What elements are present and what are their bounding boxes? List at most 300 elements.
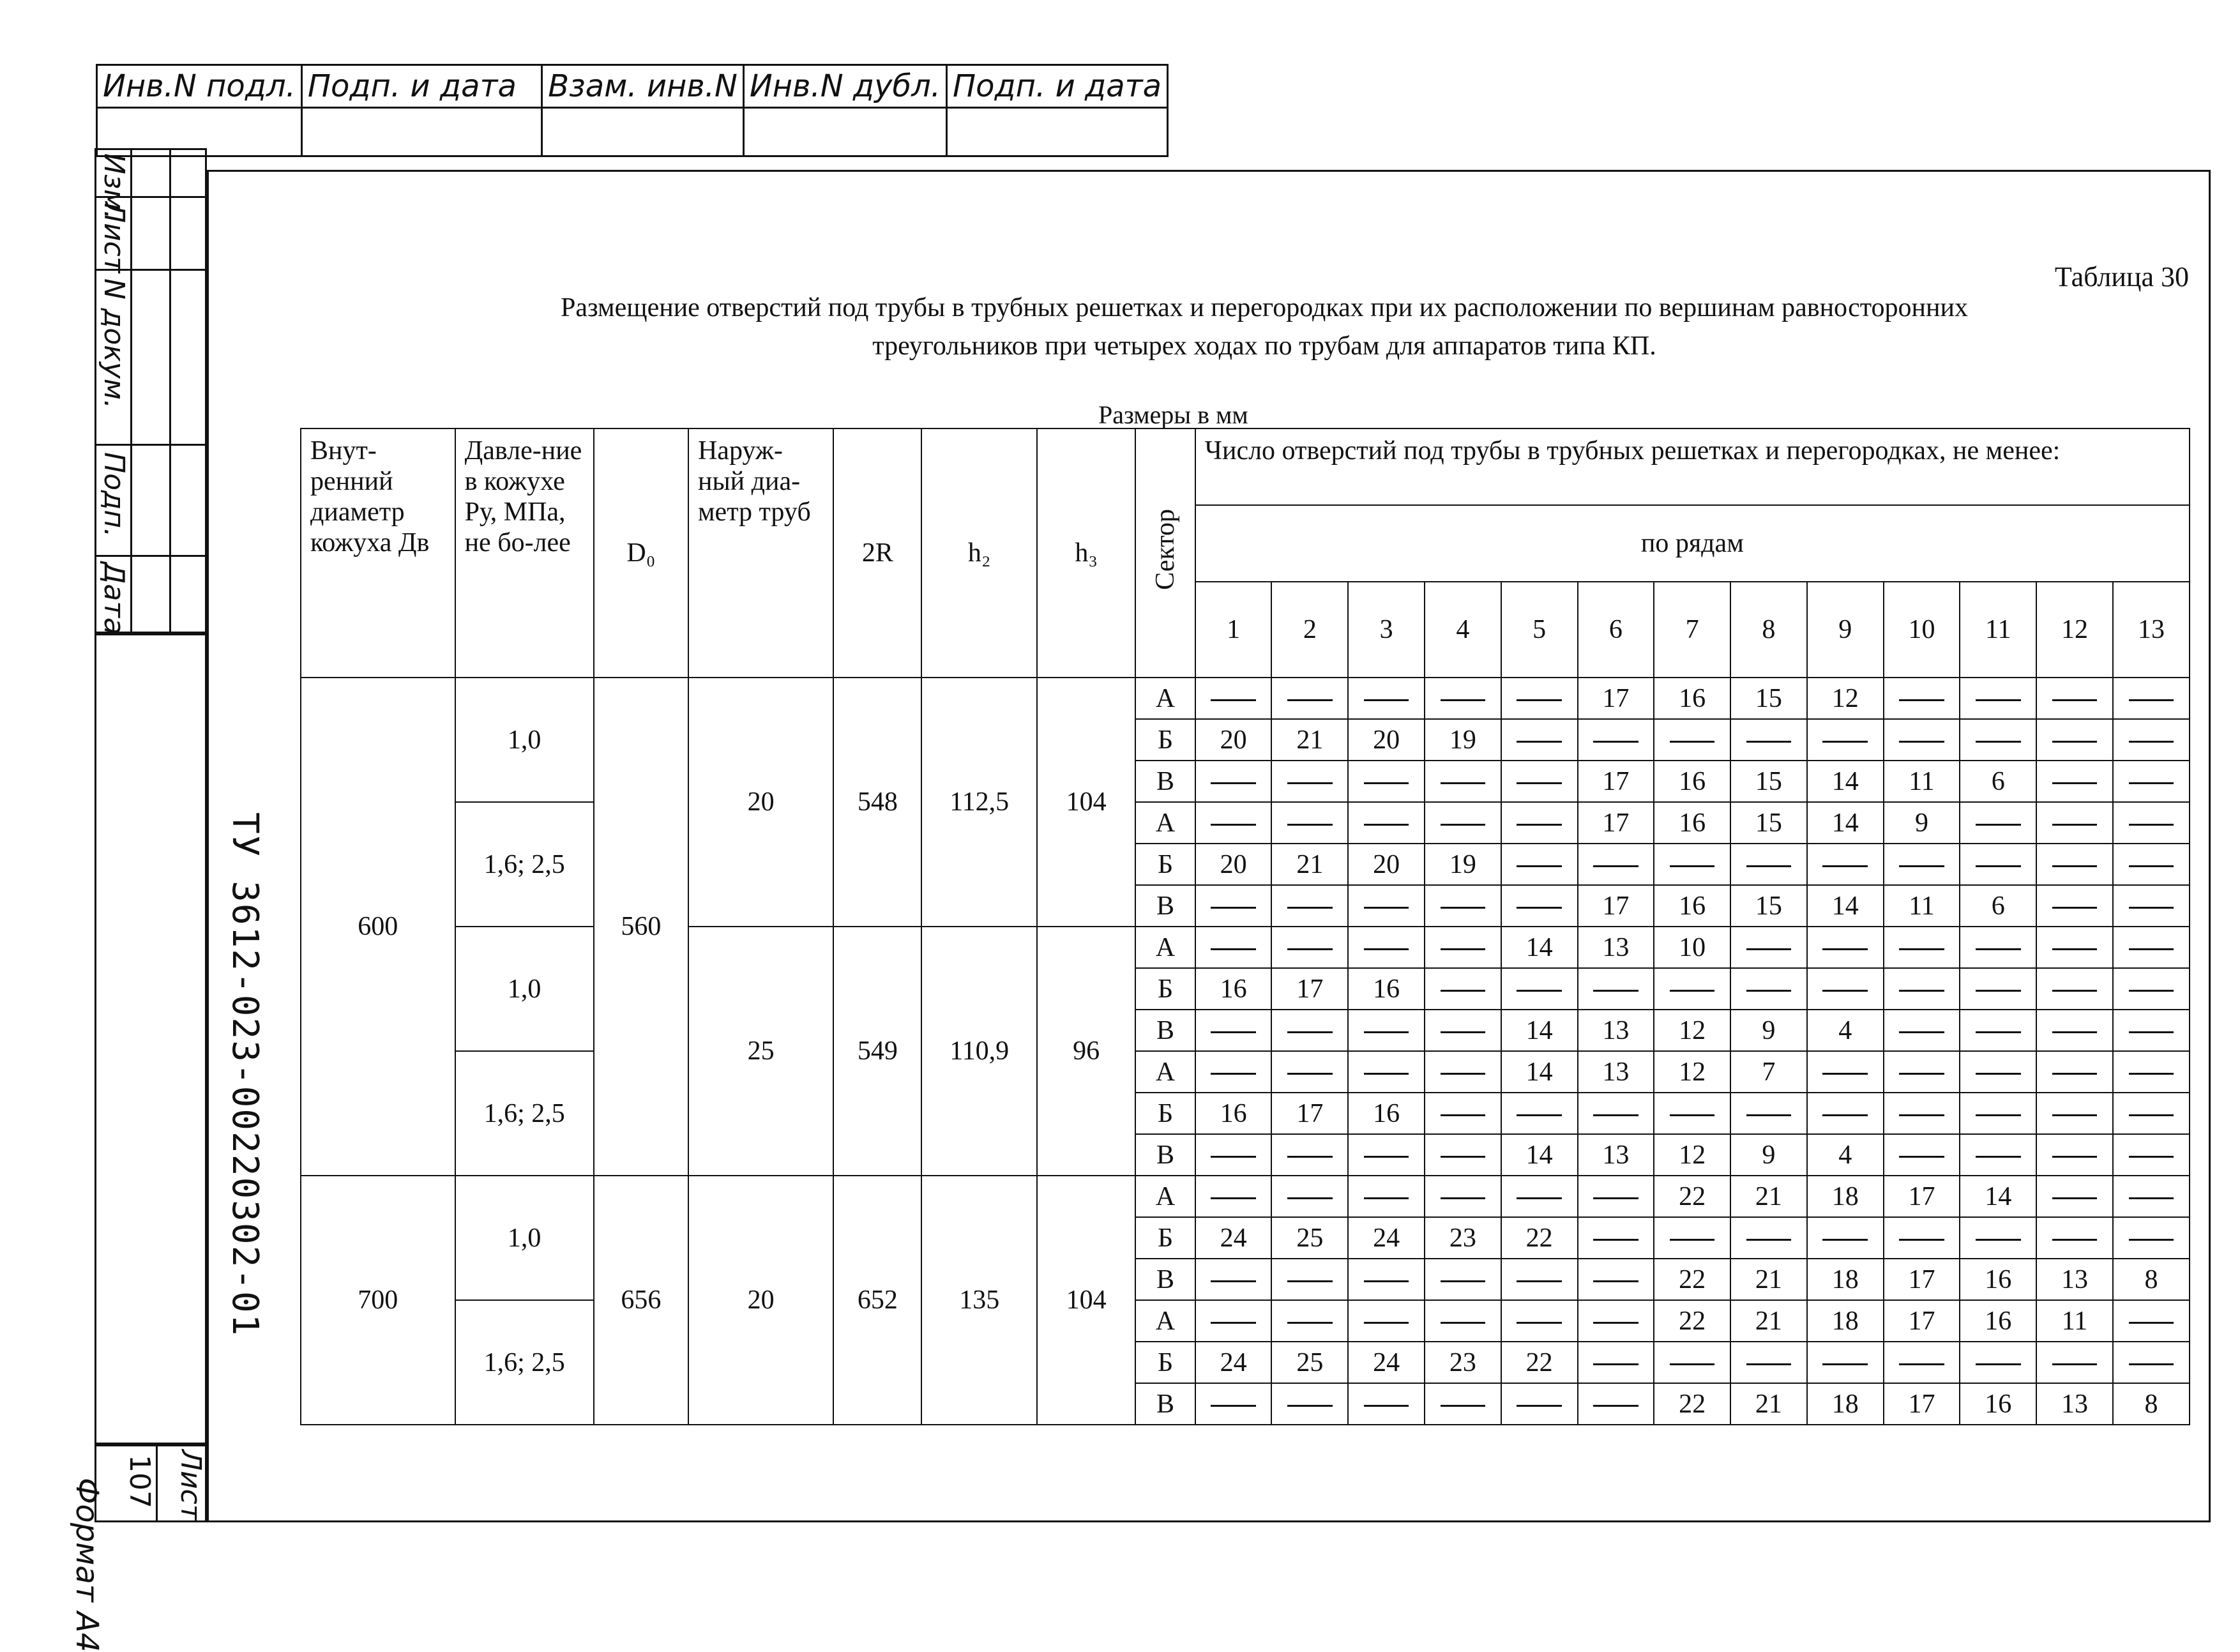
hole-count-cell: 23 bbox=[1425, 1342, 1501, 1383]
dash-mark bbox=[1670, 741, 1715, 743]
hole-count-cell bbox=[1348, 1176, 1425, 1217]
hole-count-cell: 10 bbox=[1654, 927, 1730, 968]
dash-mark bbox=[1287, 907, 1333, 909]
hole-count-cell: 13 bbox=[1578, 927, 1654, 968]
header-inner-diameter: Внут-ренний диаметр кожуха Дв bbox=[301, 428, 455, 678]
dash-mark bbox=[1822, 1114, 1868, 1116]
header-pressure: Давле-ние в кожухе Ру, МПа, не бо-лее bbox=[455, 428, 594, 678]
sector-cell: А bbox=[1135, 927, 1195, 968]
dash-mark bbox=[1593, 1280, 1638, 1282]
dash-mark bbox=[2129, 990, 2174, 992]
dash-mark bbox=[1364, 824, 1409, 826]
dash-mark bbox=[1976, 1156, 2021, 1158]
hole-count-cell bbox=[2113, 1217, 2190, 1259]
hole-count-cell bbox=[2113, 1051, 2190, 1093]
title-line: Размещение отверстий под трубы в трубных решетках и перегородках при их расположении по вершинам равносторонних bbox=[561, 293, 1968, 322]
hole-count-cell bbox=[1807, 1051, 1884, 1093]
dash-mark bbox=[1441, 1031, 1486, 1033]
dash-mark bbox=[1899, 741, 1944, 743]
hole-count-cell bbox=[1807, 1093, 1884, 1134]
hole-count-cell: 24 bbox=[1348, 1342, 1425, 1383]
hole-count-cell bbox=[1578, 968, 1654, 1010]
hole-count-cell: 18 bbox=[1807, 1176, 1884, 1217]
hole-count-cell: 22 bbox=[1501, 1217, 1578, 1259]
hole-count-cell: 17 bbox=[1884, 1300, 1960, 1342]
dash-mark bbox=[1517, 741, 1562, 743]
row-number-header: 3 bbox=[1348, 582, 1425, 678]
hole-count-cell: 16 bbox=[1195, 968, 1272, 1010]
title-block-stamp bbox=[96, 64, 1169, 157]
hole-count-cell bbox=[1195, 678, 1272, 719]
dash-mark bbox=[1670, 1239, 1715, 1241]
hole-count-cell bbox=[1271, 1300, 1348, 1342]
dash-mark bbox=[1593, 741, 1638, 743]
two-r-cell: 548 bbox=[833, 678, 921, 927]
dash-mark bbox=[1593, 1363, 1638, 1365]
sector-cell: Б bbox=[1135, 719, 1195, 761]
hole-count-cell bbox=[2113, 1010, 2190, 1051]
dash-mark bbox=[2129, 1156, 2174, 1158]
d0-cell: 560 bbox=[594, 678, 688, 1176]
hole-count-cell: 17 bbox=[1578, 802, 1654, 844]
sector-cell: А bbox=[1135, 802, 1195, 844]
revision-label: Изм. bbox=[98, 153, 130, 220]
dash-mark bbox=[1517, 1114, 1562, 1116]
stamp-label: Взам. инв.N bbox=[542, 65, 744, 108]
hole-count-cell bbox=[1425, 1093, 1501, 1134]
two-r-cell: 549 bbox=[833, 927, 921, 1176]
dash-mark bbox=[1517, 824, 1562, 826]
dash-mark bbox=[1364, 782, 1409, 784]
hole-count-cell bbox=[1960, 1093, 2036, 1134]
dash-mark bbox=[1899, 1156, 1944, 1158]
hole-count-cell: 15 bbox=[1730, 802, 1807, 844]
table-row bbox=[301, 1176, 2190, 1217]
hole-count-cell: 16 bbox=[1654, 761, 1730, 802]
hole-count-cell bbox=[1730, 927, 1807, 968]
hole-count-cell bbox=[1348, 1010, 1425, 1051]
hole-count-cell bbox=[1501, 802, 1578, 844]
row-number-header: 13 bbox=[2113, 582, 2190, 678]
hole-count-cell: 20 bbox=[1195, 844, 1272, 885]
hole-count-cell: 17 bbox=[1884, 1176, 1960, 1217]
dash-mark bbox=[1287, 1156, 1333, 1158]
dash-mark bbox=[1287, 782, 1333, 784]
hole-count-cell: 21 bbox=[1730, 1259, 1807, 1300]
dash-mark bbox=[1593, 1197, 1638, 1199]
hole-count-cell bbox=[2036, 761, 2113, 802]
hole-count-cell bbox=[1884, 1342, 1960, 1383]
pressure-cell: 1,0 bbox=[455, 927, 594, 1051]
row-number-header: 5 bbox=[1501, 582, 1578, 678]
hole-count-cell: 4 bbox=[1807, 1134, 1884, 1176]
dash-mark bbox=[2129, 865, 2174, 867]
hole-count-cell: 11 bbox=[1884, 761, 1960, 802]
hole-count-cell: 17 bbox=[1884, 1383, 1960, 1425]
dash-mark bbox=[1746, 1239, 1792, 1241]
hole-count-cell bbox=[2036, 1134, 2113, 1176]
hole-count-cell bbox=[1425, 1259, 1501, 1300]
hole-count-cell bbox=[1271, 1051, 1348, 1093]
hole-count-cell bbox=[2113, 1134, 2190, 1176]
hole-count-cell bbox=[2113, 927, 2190, 968]
dash-mark bbox=[1593, 990, 1638, 992]
hole-count-cell: 16 bbox=[1348, 1093, 1425, 1134]
hole-count-cell bbox=[2036, 719, 2113, 761]
hole-count-cell bbox=[1578, 1342, 1654, 1383]
hole-count-cell bbox=[1271, 678, 1348, 719]
dash-mark bbox=[1899, 1363, 1944, 1365]
sector-cell: В bbox=[1135, 1259, 1195, 1300]
hole-count-cell bbox=[2113, 1342, 2190, 1383]
dash-mark bbox=[1976, 948, 2021, 950]
d0-cell: 656 bbox=[594, 1176, 688, 1425]
sector-label: Сектор bbox=[1151, 509, 1180, 590]
dash-mark bbox=[1670, 865, 1715, 867]
dash-mark bbox=[2052, 782, 2098, 784]
dash-mark bbox=[1976, 990, 2021, 992]
dash-mark bbox=[1899, 865, 1944, 867]
hole-count-cell bbox=[1425, 1134, 1501, 1176]
dash-mark bbox=[1211, 1031, 1256, 1033]
pressure-cell: 1,0 bbox=[455, 678, 594, 802]
hole-count-cell bbox=[1501, 761, 1578, 802]
sector-cell: А bbox=[1135, 1051, 1195, 1093]
dash-mark bbox=[1287, 1280, 1333, 1282]
sheet-label: Лист bbox=[174, 1450, 207, 1521]
hole-count-cell: 24 bbox=[1195, 1342, 1272, 1383]
hole-count-cell bbox=[1501, 885, 1578, 927]
dash-mark bbox=[1211, 1197, 1256, 1199]
document-code: ТУ 3612-023-00220302-01 bbox=[224, 812, 266, 1337]
dash-mark bbox=[1364, 699, 1409, 701]
hole-count-cell: 22 bbox=[1654, 1259, 1730, 1300]
hole-count-cell bbox=[1501, 1300, 1578, 1342]
dash-mark bbox=[1670, 1114, 1715, 1116]
row-number-header: 10 bbox=[1884, 582, 1960, 678]
sector-cell: Б bbox=[1135, 1093, 1195, 1134]
hole-count-cell bbox=[1807, 1342, 1884, 1383]
hole-count-cell bbox=[1425, 1300, 1501, 1342]
stamp-cell bbox=[947, 108, 1168, 156]
hole-count-cell bbox=[1578, 1383, 1654, 1425]
row-number-header: 9 bbox=[1807, 582, 1884, 678]
hole-count-cell bbox=[1578, 1176, 1654, 1217]
hole-count-cell bbox=[1348, 927, 1425, 968]
hole-count-cell bbox=[1654, 968, 1730, 1010]
hole-count-cell bbox=[1348, 678, 1425, 719]
hole-count-cell: 17 bbox=[1578, 761, 1654, 802]
hole-count-cell bbox=[2113, 802, 2190, 844]
dash-mark bbox=[2129, 1322, 2174, 1324]
hole-count-cell: 12 bbox=[1807, 678, 1884, 719]
hole-count-cell bbox=[1884, 1010, 1960, 1051]
hole-count-cell bbox=[1807, 844, 1884, 885]
revision-label: N докум. bbox=[98, 278, 130, 409]
dash-mark bbox=[1441, 1405, 1486, 1407]
hole-count-cell bbox=[1960, 719, 2036, 761]
hole-count-cell bbox=[1425, 802, 1501, 844]
table-row bbox=[301, 927, 2190, 968]
hole-count-cell bbox=[1960, 927, 2036, 968]
dash-mark bbox=[2129, 1031, 2174, 1033]
hole-count-cell: 12 bbox=[1654, 1051, 1730, 1093]
hole-count-cell bbox=[1884, 1217, 1960, 1259]
dash-mark bbox=[1517, 699, 1562, 701]
hole-count-cell bbox=[1960, 1134, 2036, 1176]
hole-count-cell bbox=[2113, 885, 2190, 927]
dash-mark bbox=[1441, 1197, 1486, 1199]
dash-mark bbox=[1211, 1156, 1256, 1158]
dash-mark bbox=[1822, 1239, 1868, 1241]
dash-mark bbox=[1441, 948, 1486, 950]
hole-count-cell bbox=[1195, 1134, 1272, 1176]
left-revision-block bbox=[69, 148, 266, 1652]
dash-mark bbox=[1593, 1405, 1638, 1407]
dash-mark bbox=[1364, 948, 1409, 950]
hole-count-cell: 13 bbox=[1578, 1134, 1654, 1176]
dash-mark bbox=[1441, 907, 1486, 909]
dash-mark bbox=[2052, 1031, 2098, 1033]
hole-count-cell: 21 bbox=[1730, 1300, 1807, 1342]
hole-count-cell bbox=[1807, 968, 1884, 1010]
hole-count-cell: 21 bbox=[1271, 844, 1348, 885]
dash-mark bbox=[2129, 699, 2174, 701]
dash-mark bbox=[1364, 1197, 1409, 1199]
dash-mark bbox=[1364, 907, 1409, 909]
hole-count-cell bbox=[1730, 844, 1807, 885]
dash-mark bbox=[1364, 1405, 1409, 1407]
hole-count-cell: 12 bbox=[1654, 1010, 1730, 1051]
table-number: Таблица 30 bbox=[2054, 261, 2189, 292]
hole-count-cell: 20 bbox=[1195, 719, 1272, 761]
dash-mark bbox=[2052, 1197, 2098, 1199]
dash-mark bbox=[1976, 1031, 2021, 1033]
hole-count-cell bbox=[1960, 1217, 2036, 1259]
dash-mark bbox=[1976, 865, 2021, 867]
hole-count-cell: 18 bbox=[1807, 1259, 1884, 1300]
hole-count-cell: 16 bbox=[1960, 1259, 2036, 1300]
dash-mark bbox=[1441, 782, 1486, 784]
dash-mark bbox=[1211, 1280, 1256, 1282]
dash-mark bbox=[1441, 1280, 1486, 1282]
hole-count-cell bbox=[1348, 802, 1425, 844]
h3-cell: 104 bbox=[1037, 1176, 1135, 1425]
hole-count-cell bbox=[1730, 1093, 1807, 1134]
dash-mark bbox=[2129, 782, 2174, 784]
dash-mark bbox=[1822, 948, 1868, 950]
sector-cell: А bbox=[1135, 678, 1195, 719]
sector-cell: В bbox=[1135, 1383, 1195, 1425]
format-label: Формат А4 bbox=[69, 1478, 105, 1652]
dash-mark bbox=[1441, 1073, 1486, 1075]
h2-cell: 110,9 bbox=[921, 927, 1037, 1176]
hole-count-cell: 16 bbox=[1654, 802, 1730, 844]
hole-count-cell bbox=[1195, 1176, 1272, 1217]
hole-count-cell bbox=[1425, 678, 1501, 719]
hole-count-cell bbox=[1960, 1010, 2036, 1051]
hole-count-cell bbox=[1425, 1176, 1501, 1217]
hole-count-cell bbox=[1807, 927, 1884, 968]
dash-mark bbox=[1517, 1197, 1562, 1199]
h2-cell: 135 bbox=[921, 1176, 1037, 1425]
hole-count-cell bbox=[2113, 968, 2190, 1010]
hole-count-cell bbox=[2036, 1051, 2113, 1093]
dash-mark bbox=[2052, 907, 2098, 909]
header-by-rows: по рядам bbox=[1195, 505, 2190, 582]
hole-count-cell bbox=[1578, 719, 1654, 761]
dash-mark bbox=[2129, 907, 2174, 909]
hole-count-cell bbox=[2036, 885, 2113, 927]
dash-mark bbox=[1287, 948, 1333, 950]
hole-count-cell bbox=[2113, 761, 2190, 802]
revision-label: Дата bbox=[98, 562, 130, 635]
dash-mark bbox=[1517, 1280, 1562, 1282]
hole-count-cell bbox=[1501, 968, 1578, 1010]
hole-count-cell bbox=[1195, 927, 1272, 968]
dash-mark bbox=[1287, 824, 1333, 826]
hole-count-cell bbox=[1578, 844, 1654, 885]
row-number-header: 6 bbox=[1578, 582, 1654, 678]
dash-mark bbox=[2052, 741, 2098, 743]
hole-count-cell bbox=[2113, 678, 2190, 719]
header-hole-count: Число отверстий под трубы в трубных решетках и перегородках, не менее: bbox=[1195, 428, 2190, 505]
hole-count-cell: 4 bbox=[1807, 1010, 1884, 1051]
hole-count-cell: 25 bbox=[1271, 1342, 1348, 1383]
hole-count-cell: 12 bbox=[1654, 1134, 1730, 1176]
hole-count-cell bbox=[1195, 761, 1272, 802]
hole-count-cell: 13 bbox=[1578, 1051, 1654, 1093]
hole-count-cell: 14 bbox=[1501, 1134, 1578, 1176]
pressure-cell: 1,6; 2,5 bbox=[455, 802, 594, 927]
dash-mark bbox=[1517, 1322, 1562, 1324]
dash-mark bbox=[1670, 990, 1715, 992]
dash-mark bbox=[1976, 824, 2021, 826]
dash-mark bbox=[1287, 699, 1333, 701]
dash-mark bbox=[1364, 1031, 1409, 1033]
hole-count-cell: 22 bbox=[1501, 1342, 1578, 1383]
dash-mark bbox=[1899, 1031, 1944, 1033]
hole-count-cell: 16 bbox=[1960, 1383, 2036, 1425]
dash-mark bbox=[2052, 1239, 2098, 1241]
dash-mark bbox=[2129, 1239, 2174, 1241]
sector-cell: А bbox=[1135, 1176, 1195, 1217]
header-h2: h₂ bbox=[921, 428, 1037, 678]
inner-diameter-cell: 600 bbox=[301, 678, 455, 1176]
hole-count-cell bbox=[1960, 844, 2036, 885]
table-row bbox=[301, 1051, 2190, 1093]
doc-code-cell bbox=[95, 633, 207, 1444]
hole-count-cell: 19 bbox=[1425, 844, 1501, 885]
hole-count-cell: 17 bbox=[1271, 1093, 1348, 1134]
hole-count-cell: 7 bbox=[1730, 1051, 1807, 1093]
pressure-cell: 1,6; 2,5 bbox=[455, 1300, 594, 1425]
hole-count-cell: 21 bbox=[1271, 719, 1348, 761]
hole-count-cell: 14 bbox=[1807, 802, 1884, 844]
dash-mark bbox=[1287, 1031, 1333, 1033]
hole-count-cell bbox=[1960, 678, 2036, 719]
dash-mark bbox=[1593, 865, 1638, 867]
dash-mark bbox=[1211, 824, 1256, 826]
hole-count-cell bbox=[2036, 1217, 2113, 1259]
hole-count-cell bbox=[1195, 1300, 1272, 1342]
hole-count-cell: 14 bbox=[1501, 927, 1578, 968]
dash-mark bbox=[2052, 824, 2098, 826]
hole-count-cell: 17 bbox=[1578, 885, 1654, 927]
hole-count-cell bbox=[1501, 719, 1578, 761]
stamp-label: Подп. и дата bbox=[947, 65, 1168, 108]
tube-cell: 25 bbox=[688, 927, 833, 1176]
hole-count-cell: 14 bbox=[1501, 1051, 1578, 1093]
dash-mark bbox=[1822, 990, 1868, 992]
hole-count-cell: 14 bbox=[1807, 885, 1884, 927]
dash-mark bbox=[1364, 1322, 1409, 1324]
hole-count-cell bbox=[1730, 719, 1807, 761]
hole-count-cell bbox=[1501, 1176, 1578, 1217]
dash-mark bbox=[1593, 1239, 1638, 1241]
hole-count-cell bbox=[1730, 1217, 1807, 1259]
hole-count-cell: 16 bbox=[1654, 885, 1730, 927]
hole-count-cell bbox=[1578, 1217, 1654, 1259]
hole-count-cell bbox=[1501, 844, 1578, 885]
row-number-header: 2 bbox=[1271, 582, 1348, 678]
pressure-cell: 1,6; 2,5 bbox=[455, 1051, 594, 1176]
hole-count-cell: 24 bbox=[1348, 1217, 1425, 1259]
dash-mark bbox=[1287, 1322, 1333, 1324]
hole-count-cell bbox=[1501, 678, 1578, 719]
sector-cell: В bbox=[1135, 885, 1195, 927]
dash-mark bbox=[1517, 1405, 1562, 1407]
hole-count-cell bbox=[1884, 1093, 1960, 1134]
hole-count-cell bbox=[1578, 1259, 1654, 1300]
hole-count-cell bbox=[1654, 1342, 1730, 1383]
hole-count-cell bbox=[2036, 1093, 2113, 1134]
hole-count-cell bbox=[1271, 885, 1348, 927]
hole-count-cell bbox=[1195, 802, 1272, 844]
hole-count-cell: 23 bbox=[1425, 1217, 1501, 1259]
header-2r: 2R bbox=[833, 428, 921, 678]
dash-mark bbox=[1899, 699, 1944, 701]
hole-count-cell bbox=[1960, 1051, 2036, 1093]
hole-count-cell: 15 bbox=[1730, 761, 1807, 802]
hole-count-cell bbox=[1884, 719, 1960, 761]
hole-count-cell: 22 bbox=[1654, 1383, 1730, 1425]
dash-mark bbox=[1899, 1239, 1944, 1241]
hole-count-cell bbox=[1425, 1010, 1501, 1051]
hole-count-cell bbox=[1654, 1093, 1730, 1134]
hole-count-cell: 16 bbox=[1195, 1093, 1272, 1134]
dash-mark bbox=[1287, 1073, 1333, 1075]
hole-count-cell: 14 bbox=[1807, 761, 1884, 802]
sector-cell: Б bbox=[1135, 968, 1195, 1010]
dash-mark bbox=[1517, 782, 1562, 784]
dash-mark bbox=[1441, 1156, 1486, 1158]
tube-hole-table bbox=[300, 428, 2190, 1425]
hole-count-cell: 8 bbox=[2113, 1383, 2190, 1425]
hole-count-cell: 21 bbox=[1730, 1176, 1807, 1217]
dash-mark bbox=[1211, 907, 1256, 909]
hole-count-cell bbox=[2113, 1176, 2190, 1217]
hole-count-cell bbox=[2036, 678, 2113, 719]
tube-cell: 20 bbox=[688, 678, 833, 927]
hole-count-cell bbox=[1884, 1134, 1960, 1176]
dash-mark bbox=[1441, 1114, 1486, 1116]
dash-mark bbox=[1976, 1363, 2021, 1365]
hole-count-cell bbox=[2113, 844, 2190, 885]
hole-count-cell bbox=[1425, 968, 1501, 1010]
sector-cell: В bbox=[1135, 761, 1195, 802]
hole-count-cell: 15 bbox=[1730, 885, 1807, 927]
